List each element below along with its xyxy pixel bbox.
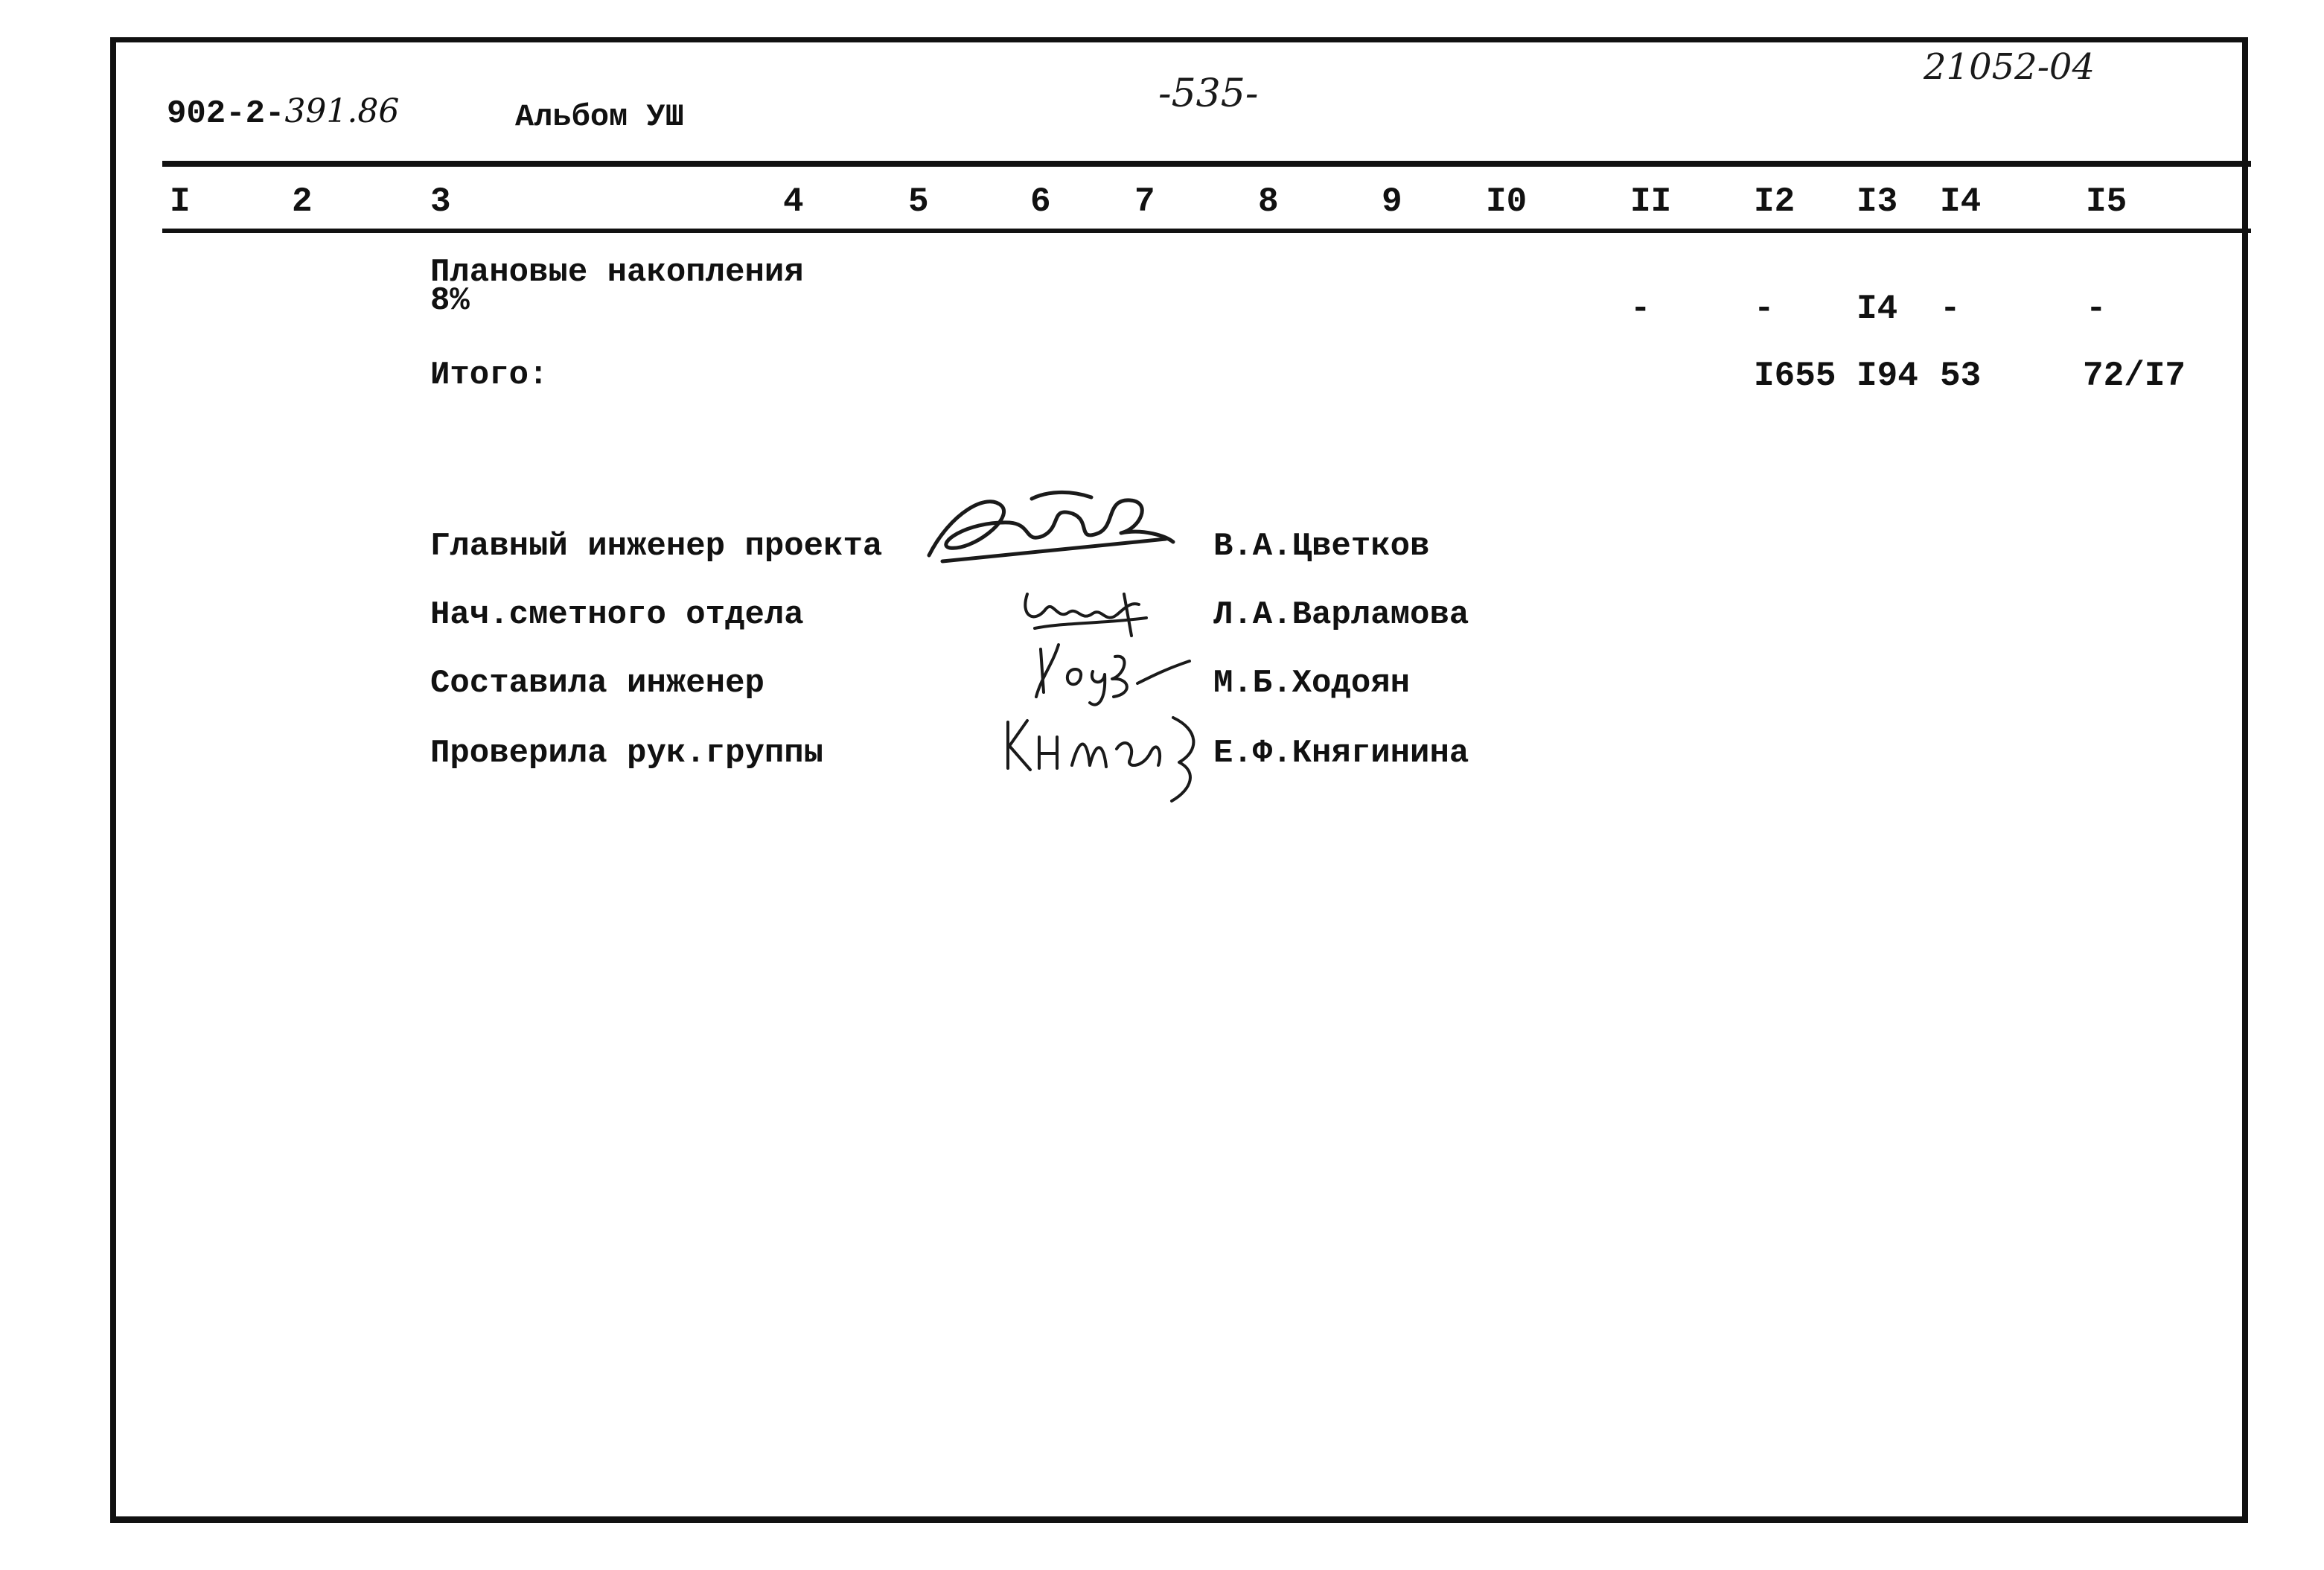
document-code xyxy=(167,92,400,133)
cell-c12: - xyxy=(1754,290,1775,328)
column-header-1: I xyxy=(170,182,191,221)
column-header-11: II xyxy=(1630,182,1672,221)
corner-number: 21052-04 xyxy=(1924,46,2095,88)
cell-c11: - xyxy=(1630,290,1651,328)
column-header-5: 5 xyxy=(908,182,929,221)
total-label: Итого: xyxy=(430,357,549,394)
cell-c15: - xyxy=(2086,290,2107,328)
signatory-name: М.Б.Ходоян xyxy=(1213,665,1411,702)
column-header-12: I2 xyxy=(1754,182,1795,221)
total-c14: 53 xyxy=(1940,357,1982,395)
column-header-rule xyxy=(162,229,2251,233)
signature-role: Главный инженер проекта xyxy=(430,528,883,565)
total-c12: I655 xyxy=(1754,357,1836,395)
signature-mark-compiler xyxy=(1026,634,1197,716)
row-label: Плановые накопления xyxy=(430,254,804,291)
signature-role: Составила инженер xyxy=(430,665,764,702)
column-header-13: I3 xyxy=(1857,182,1898,221)
column-header-2: 2 xyxy=(292,182,313,221)
column-header-7: 7 xyxy=(1134,182,1155,221)
column-header-10: I0 xyxy=(1486,182,1527,221)
document-code-handwritten: 391.86 xyxy=(284,92,400,130)
signature-mark-reviewer xyxy=(997,707,1221,804)
row-label-rate: 8% xyxy=(430,282,470,319)
column-header-14: I4 xyxy=(1940,182,1982,221)
document-code-prefix: 902-2- xyxy=(167,95,285,133)
column-header-4: 4 xyxy=(783,182,804,221)
column-header-6: 6 xyxy=(1030,182,1051,221)
total-c15: 72/I7 xyxy=(2083,357,2186,395)
signatory-name: В.А.Цветков xyxy=(1213,528,1430,565)
page-number: -535- xyxy=(1158,71,1259,116)
signatory-name: Е.Ф.Княгинина xyxy=(1213,735,1469,772)
column-header-15: I5 xyxy=(2086,182,2127,221)
signatory-name: Л.А.Варламова xyxy=(1213,596,1469,634)
signature-role: Нач.сметного отдела xyxy=(430,596,804,634)
signature-role: Проверила рук.группы xyxy=(430,735,824,772)
header-rule xyxy=(162,161,2251,167)
column-header-9: 9 xyxy=(1382,182,1402,221)
album-label: Альбом УШ xyxy=(515,99,684,135)
cell-c14: - xyxy=(1940,290,1961,328)
column-header-8: 8 xyxy=(1258,182,1279,221)
total-c13: I94 xyxy=(1857,357,1918,395)
column-header-3: 3 xyxy=(430,182,451,221)
cell-c13: I4 xyxy=(1857,290,1898,328)
signature-mark-chief-engineer xyxy=(920,484,1188,573)
